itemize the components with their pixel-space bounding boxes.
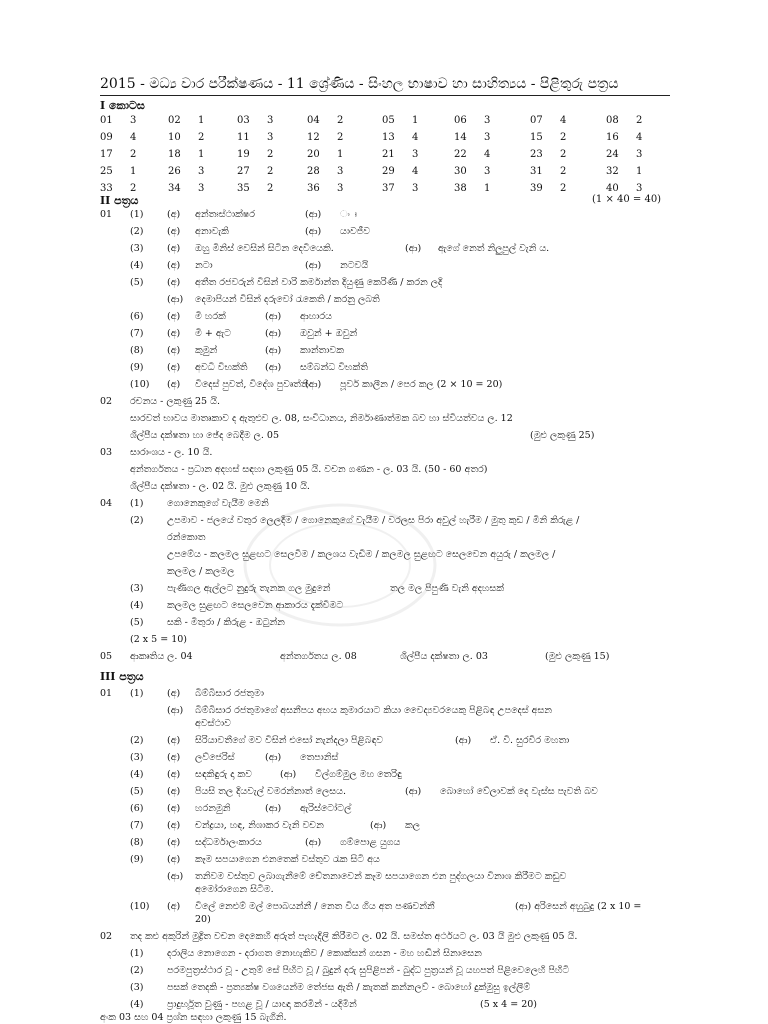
answer-text: නටා (195, 260, 213, 271)
answer-text: (1) (130, 209, 144, 220)
answer-text: උපමාව - ජලයේ වතුර ලෙලදීම / ගොනෙකුගේ වැයීම / වරලස පිරා අවුල් හැරීම / මුතු කුඩ / මිනි කිරුළ / (167, 515, 580, 526)
answer-text: (5) (130, 277, 144, 288)
answer-text: ආහාරය (300, 311, 332, 322)
answer-text: විලේ නෙළුම් මල් පොබයන්නී / නෙත විය ගිය අත පණවන්නී (195, 901, 435, 912)
answer-text: (8) (130, 345, 144, 356)
answer-text: සද්ධර්මාලංකාරය (195, 837, 262, 848)
answer-value: 3 (198, 166, 205, 177)
answer-value: 3 (198, 183, 205, 194)
answer-text: සිරියාවතීගේ මව විසින් එසෝ නැන්දලා පිළිබඳව (195, 735, 384, 746)
question-number: 37 (382, 183, 395, 194)
answer-value: 1 (412, 115, 419, 126)
answer-text: ඒ. වී. සුරවීර මහතා (490, 735, 570, 746)
page-title: 2015 - මධ්‍ය වාර පරීක්ෂණය - 11 ශ්‍රේණිය - සිංහල භාෂාව හා සාහිත්‍යය - පිළිතුරු පත්‍රය (100, 76, 619, 92)
answer-text: අන්තඃස්ථාක්ෂර (195, 209, 255, 220)
question-number: 20 (307, 149, 320, 160)
answer-text: සම්බන්ධ විභක්ති (300, 362, 368, 373)
answer-text: පරමපුත්‍රස්ථාර වූ - උතුම් සේ පිහිට වූ / බුදුන් දරු සුපිළිපන් - බුද්ධ පුත්‍රයන් වූ යහපත් පිළිවෙලෙහි පිහිටි (167, 965, 570, 976)
answer-text: පූර්ව කාලීන / පෙර කල (2 × 10 = 20) (340, 379, 503, 390)
question-number: 12 (307, 132, 320, 143)
answer-text: 01 (100, 209, 113, 220)
answer-text: (අ) (167, 688, 181, 699)
answer-text: (5 x 4 = 20) (480, 999, 537, 1010)
question-number: 18 (168, 149, 181, 160)
answer-text: බොහෝ වේලාවක් දෙ වැස්ස පැවති බව (440, 786, 598, 797)
answer-text: 04 (100, 498, 113, 509)
answer-text: රචනය - ලකුණු 25 යි. (130, 396, 220, 407)
question-number: 01 (100, 115, 113, 126)
question-number: 38 (454, 183, 467, 194)
title-rule (100, 95, 670, 96)
answer-text: විදෙස් පුවත්, විදේශ පුවෘත්ති (195, 379, 309, 390)
answer-text: බිම්බිසාර රජතුමාගේ අසනීපය අභය කුමාරයාට කියා වෛද්‍යවරයෙකු පිළිබඳ උපදෙස් අසන (195, 705, 552, 716)
answer-text: (අ) (167, 277, 181, 288)
answer-text: ගොනෙකුගේ වැයීම මෙනි (167, 498, 269, 509)
answer-text: (අ) (167, 243, 181, 254)
answer-text: 02 (100, 931, 113, 942)
question-number: 39 (530, 183, 543, 194)
answer-text: (ආ) (265, 803, 282, 814)
answer-text: (8) (130, 837, 144, 848)
question-number: 36 (307, 183, 320, 194)
answer-value: 2 (130, 183, 137, 194)
answer-text: (මුළු ලකුණු 15) (545, 651, 610, 662)
answer-value: 4 (636, 132, 643, 143)
answer-text: (අ) (167, 820, 181, 831)
answer-text: (අ) (167, 345, 181, 356)
question-number: 26 (168, 166, 181, 177)
answer-value: 2 (130, 149, 137, 160)
answer-value: 2 (198, 132, 205, 143)
answer-text: (7) (130, 820, 144, 831)
answer-text: කලමල සුළඟට සෙලවෙන ආකාරය දැක්වීමට (167, 600, 344, 611)
answer-text: (ආ) (265, 311, 282, 322)
answer-value: 1 (198, 115, 205, 126)
answer-text: ඔවුන් + ඔවුන් (300, 328, 358, 339)
question-number: 06 (454, 115, 467, 126)
answer-text: සාරාංශය - ල. 10 යි. (130, 447, 213, 458)
answer-text: (අ) (167, 379, 181, 390)
part3-heading: III පත්‍රය (100, 670, 144, 683)
question-number: 31 (530, 166, 543, 177)
answer-text: ප්‍රාදුර්භූත වුණු - පහළ වූ / යාඥා කරමින් - යදිමින් (167, 999, 357, 1010)
answer-text: (අ) (167, 311, 181, 322)
answer-text: 20) (195, 914, 211, 925)
question-number: 33 (100, 183, 113, 194)
answer-text: සාරවත් භාවය මාතෘකාව ද ඇතුළුව ල. 08, සංවිධානය, නිර්මාණාත්මක බව හා ස්වීයත්වය ල. 12 (130, 413, 513, 424)
answer-text: (4) (130, 769, 144, 780)
answer-text: ශිල්පීය දක්ෂතා ල. 03 (400, 651, 488, 662)
answer-text: මී + ඇට (195, 328, 231, 339)
answer-text: (1) (130, 948, 144, 959)
answer-text: (ආ) (405, 786, 422, 797)
part2-heading: II පත්‍රය (100, 194, 139, 207)
question-number: 40 (606, 183, 619, 194)
answer-text: (3) (130, 583, 144, 594)
answer-text: (ආ) අරිසෙන් අහුබුදු (2 x 10 = (515, 901, 642, 912)
answer-text: අංක 03 සහ 04 ප්‍රශ්න සඳහා ලකුණු 15 බැගිනි. (100, 1012, 287, 1023)
answer-value: 3 (337, 183, 344, 194)
answer-value: 1 (198, 149, 205, 160)
answer-text: බිම්බිසාර රජතුමා (195, 688, 264, 699)
answer-text: 05 (100, 651, 113, 662)
answer-value: 3 (636, 183, 643, 194)
answer-text: පැණිගල ඇල්ලට නුදුරු තැනක ගල මුදුනේ (167, 583, 331, 594)
answer-value: 4 (560, 115, 567, 126)
answer-text: කුමුන් (195, 345, 218, 356)
answer-text: (මුළු ලකුණු 25) (530, 430, 595, 441)
answer-text: කල (405, 820, 420, 831)
watermark-seal-icon (240, 500, 440, 630)
answer-text: කලමල / කලමල (167, 566, 235, 577)
answer-text: (ආ) (265, 752, 282, 763)
answer-text: (3) (130, 243, 144, 254)
answer-text: ඔහු මිනිස් වෙසින් සිටින දෙවියෙකි. (195, 243, 334, 254)
question-number: 10 (168, 132, 181, 143)
question-number: 25 (100, 166, 113, 177)
answer-text: (ආ) (370, 820, 387, 831)
part1-heading: I කොටස (100, 99, 145, 112)
question-number: 13 (382, 132, 395, 143)
answer-text: (අ) (167, 260, 181, 271)
answer-text: (ආ) (265, 345, 282, 356)
question-number: 23 (530, 149, 543, 160)
question-number: 27 (237, 166, 250, 177)
answer-text: අතීත රජවරුන් විසින් වාරි කර්මාන්ත දියුණු කෙරිණි / කරන ලදි (195, 277, 443, 288)
answer-value: 1 (337, 149, 344, 160)
question-number: 08 (606, 115, 619, 126)
answer-text: (9) (130, 854, 144, 865)
question-number: 29 (382, 166, 395, 177)
answer-text: අන්තර්ගතය ල. 08 (280, 651, 357, 662)
question-number: 07 (530, 115, 543, 126)
question-number: 28 (307, 166, 320, 177)
answer-text: (10) (130, 379, 150, 390)
answer-text: කෑම සපයාගෙන එනතෙක් වස්තුව රැක සිටි අය (195, 854, 380, 865)
answer-text: (අ) (167, 226, 181, 237)
question-number: 35 (237, 183, 250, 194)
answer-text: පසක් තෙදකි - ප්‍රත්‍යක්ෂ වශයෙන්ම තේජස ඇති / කැතක් කන්නලව් - බොහෝ දුක්මුසු ඉල්ලීම් (167, 982, 531, 993)
answer-value: 2 (267, 166, 274, 177)
answer-text: (2) (130, 965, 144, 976)
answer-text: (4) (130, 260, 144, 271)
question-number: 30 (454, 166, 467, 177)
answer-text: නටවයි (340, 260, 369, 271)
answer-value: 3 (636, 149, 643, 160)
answer-value: 1 (636, 166, 643, 177)
answer-text: (ආ) (305, 226, 322, 237)
answer-text: (3) (130, 752, 144, 763)
answer-value: 2 (267, 149, 274, 160)
answer-text: (අ) (167, 362, 181, 373)
answer-text: සකි - මිතුරා / කිරුළ - ඔටුන්න (167, 617, 285, 628)
answer-text: ලව්ජෙරිස් (195, 752, 235, 763)
question-number: 19 (237, 149, 250, 160)
answer-value: 3 (412, 149, 419, 160)
answer-text: (අ) (167, 901, 181, 912)
answer-text: (ආ) (305, 379, 322, 390)
answer-text: (5) (130, 617, 144, 628)
answer-text: සඳකිඳුරු දා කව (195, 769, 252, 780)
answer-text: ගම්පොළ යුගය (340, 837, 401, 848)
question-number: 15 (530, 132, 543, 143)
answer-value: 3 (412, 183, 419, 194)
answer-value: 2 (560, 166, 567, 177)
answer-text: අවස්ථාව (195, 718, 231, 729)
answer-text: විල්ගම්මුල මහ තෙරිඳු (315, 769, 402, 780)
question-number: 02 (168, 115, 181, 126)
answer-text: 02 (100, 396, 113, 407)
answer-text: චන්ද්‍රයා, හඳ, නිශාකර වැනි වචන (195, 820, 324, 831)
answer-text: තල මල පිපුණි වැනි අදහසක් (390, 583, 504, 594)
answer-value: 2 (267, 183, 274, 194)
answer-text: ආකෘතිය ල. 04 (130, 651, 193, 662)
answer-value: 4 (412, 166, 419, 177)
answer-text: (ආ) (167, 705, 184, 716)
answer-text: (අ) (167, 837, 181, 848)
answer-text: තනිවම වස්තුව ලබාගැනීමේ චේතනාවෙන් කෑම සපයාගෙන එන පුද්ගලයා විනාශ කිරීමට කඩුව (195, 871, 567, 882)
answer-text: (අ) (167, 854, 181, 865)
question-number: 21 (382, 149, 395, 160)
answer-text: ශිල්පීය දක්ෂතා - ල. 02 යි. මුළු ලකුණු 10 යි. (130, 481, 310, 492)
answer-text: හරනමුනි (195, 803, 231, 814)
answer-text: (4) (130, 999, 144, 1010)
answer-value: 3 (267, 132, 274, 143)
answer-text: (ආ) (265, 362, 282, 373)
answer-text: (2) (130, 515, 144, 526)
question-number: 09 (100, 132, 113, 143)
answer-value: 2 (337, 115, 344, 126)
answer-text: යාවජීව (340, 226, 371, 237)
answer-text: රන්කොත (167, 532, 206, 543)
answer-value: 3 (484, 115, 491, 126)
answer-text: (3) (130, 982, 144, 993)
answer-value: 4 (412, 132, 419, 143)
answer-text: (10) (130, 901, 150, 912)
answer-value: 3 (484, 132, 491, 143)
answer-value: 2 (560, 132, 567, 143)
answer-text: (අ) (167, 752, 181, 763)
question-number: 32 (606, 166, 619, 177)
answer-text: මී හරක් (195, 311, 226, 322)
question-number: 11 (237, 132, 250, 143)
answer-text: (අ) (167, 735, 181, 746)
answer-text: තෙපානිස් (300, 752, 339, 763)
answer-text: (1) (130, 688, 144, 699)
answer-value: 3 (267, 115, 274, 126)
answer-text: ඇරිස්ටෝටල් (300, 803, 352, 814)
answer-text: (2) (130, 226, 144, 237)
answer-text: (1) (130, 498, 144, 509)
question-number: 03 (237, 115, 250, 126)
answer-text: ං ඃ (340, 209, 358, 220)
question-number: 05 (382, 115, 395, 126)
answer-value: 4 (130, 132, 137, 143)
answer-text: (5) (130, 786, 144, 797)
answer-text: (4) (130, 600, 144, 611)
answer-text: අමෝරාගෙන සිටීම. (195, 884, 274, 895)
question-number: 16 (606, 132, 619, 143)
answer-text: (2 x 5 = 10) (130, 634, 187, 645)
answer-text: අන්තර්ගතය - ප්‍රධාන අදහස් සඳහා ලකුණු 05 යි. වචන ගණන - ල. 03 යි. (50 - 60 අතර) (130, 464, 488, 475)
answer-text: (ආ) (305, 260, 322, 271)
part2-marks: (1 × 40 = 40) (592, 194, 662, 205)
answer-text: (අ) (167, 786, 181, 797)
question-number: 34 (168, 183, 181, 194)
answer-text: (6) (130, 803, 144, 814)
answer-text: (ආ) (167, 871, 184, 882)
answer-value: 4 (484, 149, 491, 160)
answer-text: (අ) (167, 209, 181, 220)
answer-text: (ආ) (305, 209, 322, 220)
answer-value: 2 (636, 115, 643, 126)
answer-text: 03 (100, 447, 113, 458)
answer-text: (ආ) (265, 328, 282, 339)
answer-value: 2 (337, 132, 344, 143)
answer-value: 3 (484, 166, 491, 177)
answer-value: 2 (560, 183, 567, 194)
answer-text: (ආ) (280, 769, 297, 780)
question-number: 14 (454, 132, 467, 143)
answer-text: අනාවැකි (195, 226, 229, 237)
answer-text: (අ) (167, 769, 181, 780)
answer-text: (ආ) (405, 243, 422, 254)
answer-text: 01 (100, 688, 113, 699)
answer-text: ශිල්පීය දක්ෂතා හා ඡේද බෙදීම ල. 05 (130, 430, 280, 441)
answer-value: 3 (337, 166, 344, 177)
answer-text: (අ) (167, 803, 181, 814)
answer-value: 2 (560, 149, 567, 160)
question-number: 24 (606, 149, 619, 160)
answer-text: දරාලිය නොගෙන - දරාගත නොහැකිව / කොක්සන් ගසන - මහ හඬින් සිනාසෙන (167, 948, 482, 959)
question-number: 04 (307, 115, 320, 126)
answer-value: 1 (484, 183, 491, 194)
question-number: 17 (100, 149, 113, 160)
answer-text: (2) (130, 735, 144, 746)
answer-text: උපමේය - කලමල සුළඟට සෙලවීම / කලශය වැඩීම / කලමල සුළඟට සෙලවෙන අයුරු / කලමල / (167, 549, 556, 560)
answer-text: (ආ) (455, 735, 472, 746)
answer-text: අවධි විභක්ති (195, 362, 248, 373)
answer-text: දෙමාපියන් විසින් දරුවෝ රැකෙති / කරනු ලබති (195, 294, 380, 305)
answer-text: (ආ) (305, 837, 322, 848)
question-number: 22 (454, 149, 467, 160)
answer-text: (අ) (167, 328, 181, 339)
answer-text: තද කළු අකුරින් මුද්‍රිත වචන දෙකෙහි අරුත් පැහැදිලි කිරීමට ල. 02 යි. සමස්ත අර්ථයට ල. 03 යි මුළු ලකුණු 05 යි. (130, 931, 578, 942)
answer-text: පියසි තල දියවැල් වමරන්නාත් ලෙසය. (195, 786, 346, 797)
answer-text: (ආ) (167, 294, 184, 305)
answer-text: ඇගේ නෙත් නිලුපුල් වැනි ය. (438, 243, 550, 254)
answer-value: 3 (130, 115, 137, 126)
answer-text: (7) (130, 328, 144, 339)
answer-text: (6) (130, 311, 144, 322)
answer-value: 1 (130, 166, 137, 177)
answer-text: කාන්තාවක (300, 345, 344, 356)
answer-text: (9) (130, 362, 144, 373)
